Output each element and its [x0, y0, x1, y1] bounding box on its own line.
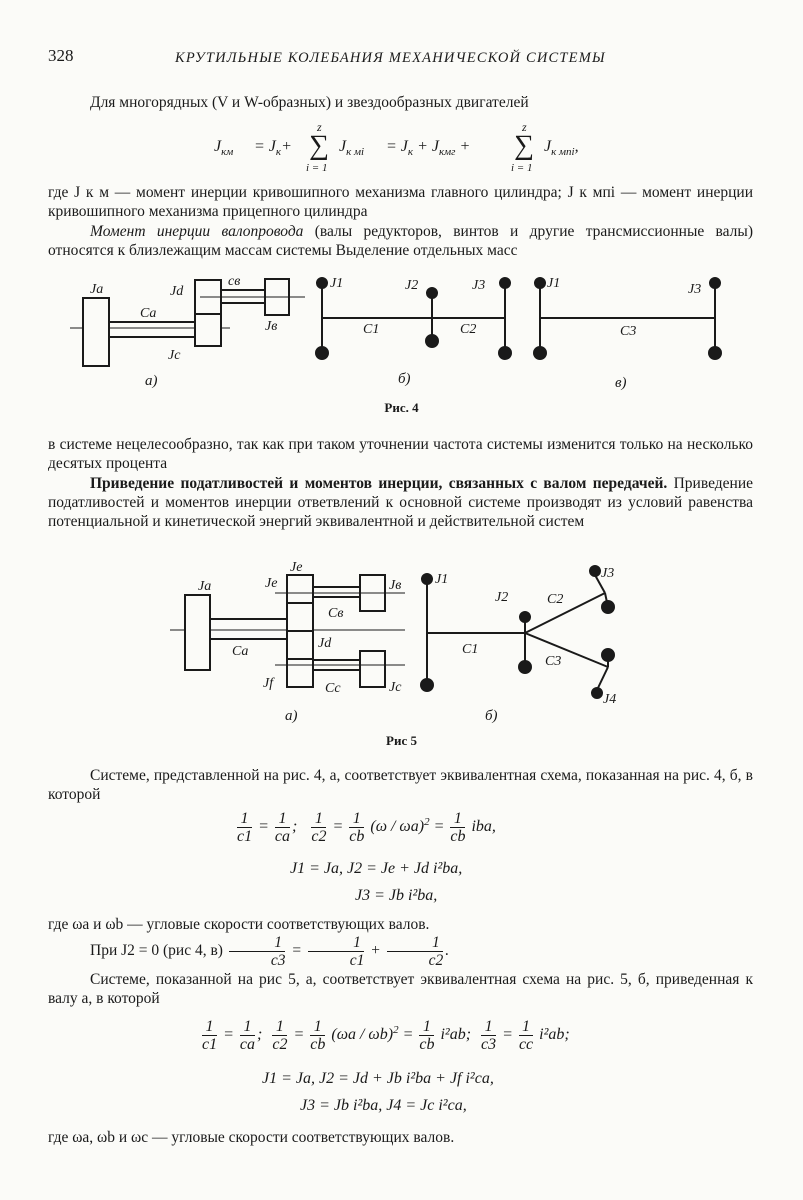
fig5-label-j4: J4 — [603, 692, 617, 707]
paragraph-reduction: Приведение податливостей и моментов инерции, связанных с валом передачей. Приведение податливостей и моментов инерции ответвлений к основной системе производят из условий равенства потенциальной и кинетической энергий эквивалентной и действительной систем — [48, 475, 753, 530]
formula-jkm: $J_{км}$ = $J_к+$ z ∑ i = 1 $J_{к мi}$ = $J_к + J_{кмг}$ + z ∑ i = 1 $J_{к мпi}$, — [214, 120, 579, 174]
fig4-label-cb: cв — [228, 274, 241, 289]
fig5-label-j1: J1 — [435, 572, 449, 587]
fig4-label-c1: C1 — [363, 322, 380, 337]
fig4-label-c2: C2 — [460, 322, 477, 337]
fig4-panel-a: а) — [145, 373, 158, 389]
formula-compliance-fig5: $\frac{1}{c1}$ = $\frac{1}{ca}$ ; $\frac{1}{c2}$ = $\frac{1}{cb}$ (ωa / ωb)$^2$ = $\frac{1}{cb}$ i²ab; $\frac{1}{c3}$ = $\frac{1}{cc}$ i²ab; — [202, 1018, 570, 1053]
formula-inertia-fig5-a: J1 = Ja, J2 = Jd + Jb i²ba + Jf i²ca, — [262, 1070, 494, 1087]
formula-inertia-j1-j2: J1 = Ja, J2 = Je + Jd i²ba, — [290, 860, 463, 877]
fig5-label-cc: Cc — [325, 681, 341, 696]
fig5-label-c3: C3 — [545, 654, 562, 669]
fig4-label-j3c: J3 — [688, 282, 702, 297]
paragraph-precision: в системе нецелесообразно, так как при таком уточнении частота системы изменится только на несколько десятых процента — [48, 436, 753, 472]
paragraph-shaft-inertia: Момент инерции валопровода (валы редукторов, винтов и другие трансмиссионные валы) относятся к близлежащим массам системы Выделение отдельных масс — [48, 223, 753, 259]
fig5-label-ca: Ca — [232, 644, 249, 659]
fig4-label-jb: Jв — [265, 319, 278, 334]
fig4-label-ca: Ca — [140, 306, 157, 321]
paragraph-definitions: где J к м — момент инерции кривошипного механизма главного цилиндра; J к мпi — момент инерции кривошипного механизма прицепного цилиндра — [48, 184, 753, 220]
fig5-label-c2: C2 — [547, 592, 564, 607]
fig5-label-j2: J2 — [495, 590, 509, 605]
fig4-label-ja: Ja — [90, 282, 104, 297]
fig5-label-jd: Jd — [318, 636, 332, 651]
fig4-label-j1: J1 — [330, 276, 344, 291]
fig5-label-jc: Jc — [389, 680, 402, 695]
fig5-label-je-top: Je — [290, 560, 303, 575]
formula-compliance-fig4: $\frac{1}{c1}$ = $\frac{1}{ca}$ ; $\frac{1}{c2}$ = $\frac{1}{cb}$ (ω / ωa)$^2$ = $\frac{1}{cb}$ iba, — [237, 810, 496, 845]
fig5-label-c1: C1 — [462, 642, 479, 657]
formula-inertia-fig5-b: J3 = Jb i²ba, J4 = Jc i²ca, — [300, 1097, 467, 1114]
fig4-panel-b: б) — [398, 371, 411, 387]
formula-inertia-j3: J3 = Jb i²ba, — [355, 887, 438, 904]
figure-5 — [165, 555, 645, 735]
fig4-label-jd: Jd — [170, 284, 184, 299]
fig5-label-ja: Ja — [198, 579, 212, 594]
fig5-label-cb: Cв — [328, 606, 344, 621]
fig4-label-j1c: J1 — [547, 276, 561, 291]
fig5-label-jb: Jв — [389, 578, 402, 593]
paragraph-fig4-equivalent: Системе, представленной на рис. 4, а, соответствует эквивалентная схема, показанная на рис. 4, б, в которой — [48, 767, 753, 803]
paragraph-j2-zero: При J2 = 0 (рис 4, в) $\frac{1}{c3}$ = $\frac{1}{c1}$ + $\frac{1}{c2}$ . — [90, 934, 450, 969]
fig4-panel-c: в) — [615, 375, 627, 391]
fig4-label-jc: Jc — [168, 348, 181, 363]
page-number: 328 — [48, 46, 74, 65]
figure-4-caption: Рис. 4 — [384, 400, 419, 415]
paragraph-angular-speeds: где ωa и ωb — угловые скорости соответствующих валов. — [48, 916, 430, 933]
paragraph-fig5-equivalent: Системе, показанной на рис 5, а, соответствует эквивалентная схема на рис. 5, б, приведенная к валу а, в которой — [48, 971, 753, 1007]
fig5-label-jf: Jf — [263, 676, 274, 691]
fig5-label-j3: J3 — [601, 566, 615, 581]
paragraph-angular-speeds-2: где ωa, ωb и ωc — угловые скорости соответствующих валов. — [48, 1129, 455, 1146]
fig4-label-c3: C3 — [620, 324, 637, 339]
fig5-panel-a: а) — [285, 708, 298, 724]
figure-4 — [60, 265, 760, 415]
running-title: КРУТИЛЬНЫЕ КОЛЕБАНИЯ МЕХАНИЧЕСКОЙ СИСТЕМЫ — [175, 50, 606, 66]
fig5-panel-b: б) — [485, 708, 498, 724]
fig4-label-j2: J2 — [405, 278, 419, 293]
paragraph-intro: Для многорядных (V и W-образных) и звездообразных двигателей — [90, 94, 529, 111]
figure-5-caption: Рис 5 — [386, 733, 417, 748]
fig5-label-je: Je — [265, 576, 278, 591]
fig4-label-j3: J3 — [472, 278, 486, 293]
